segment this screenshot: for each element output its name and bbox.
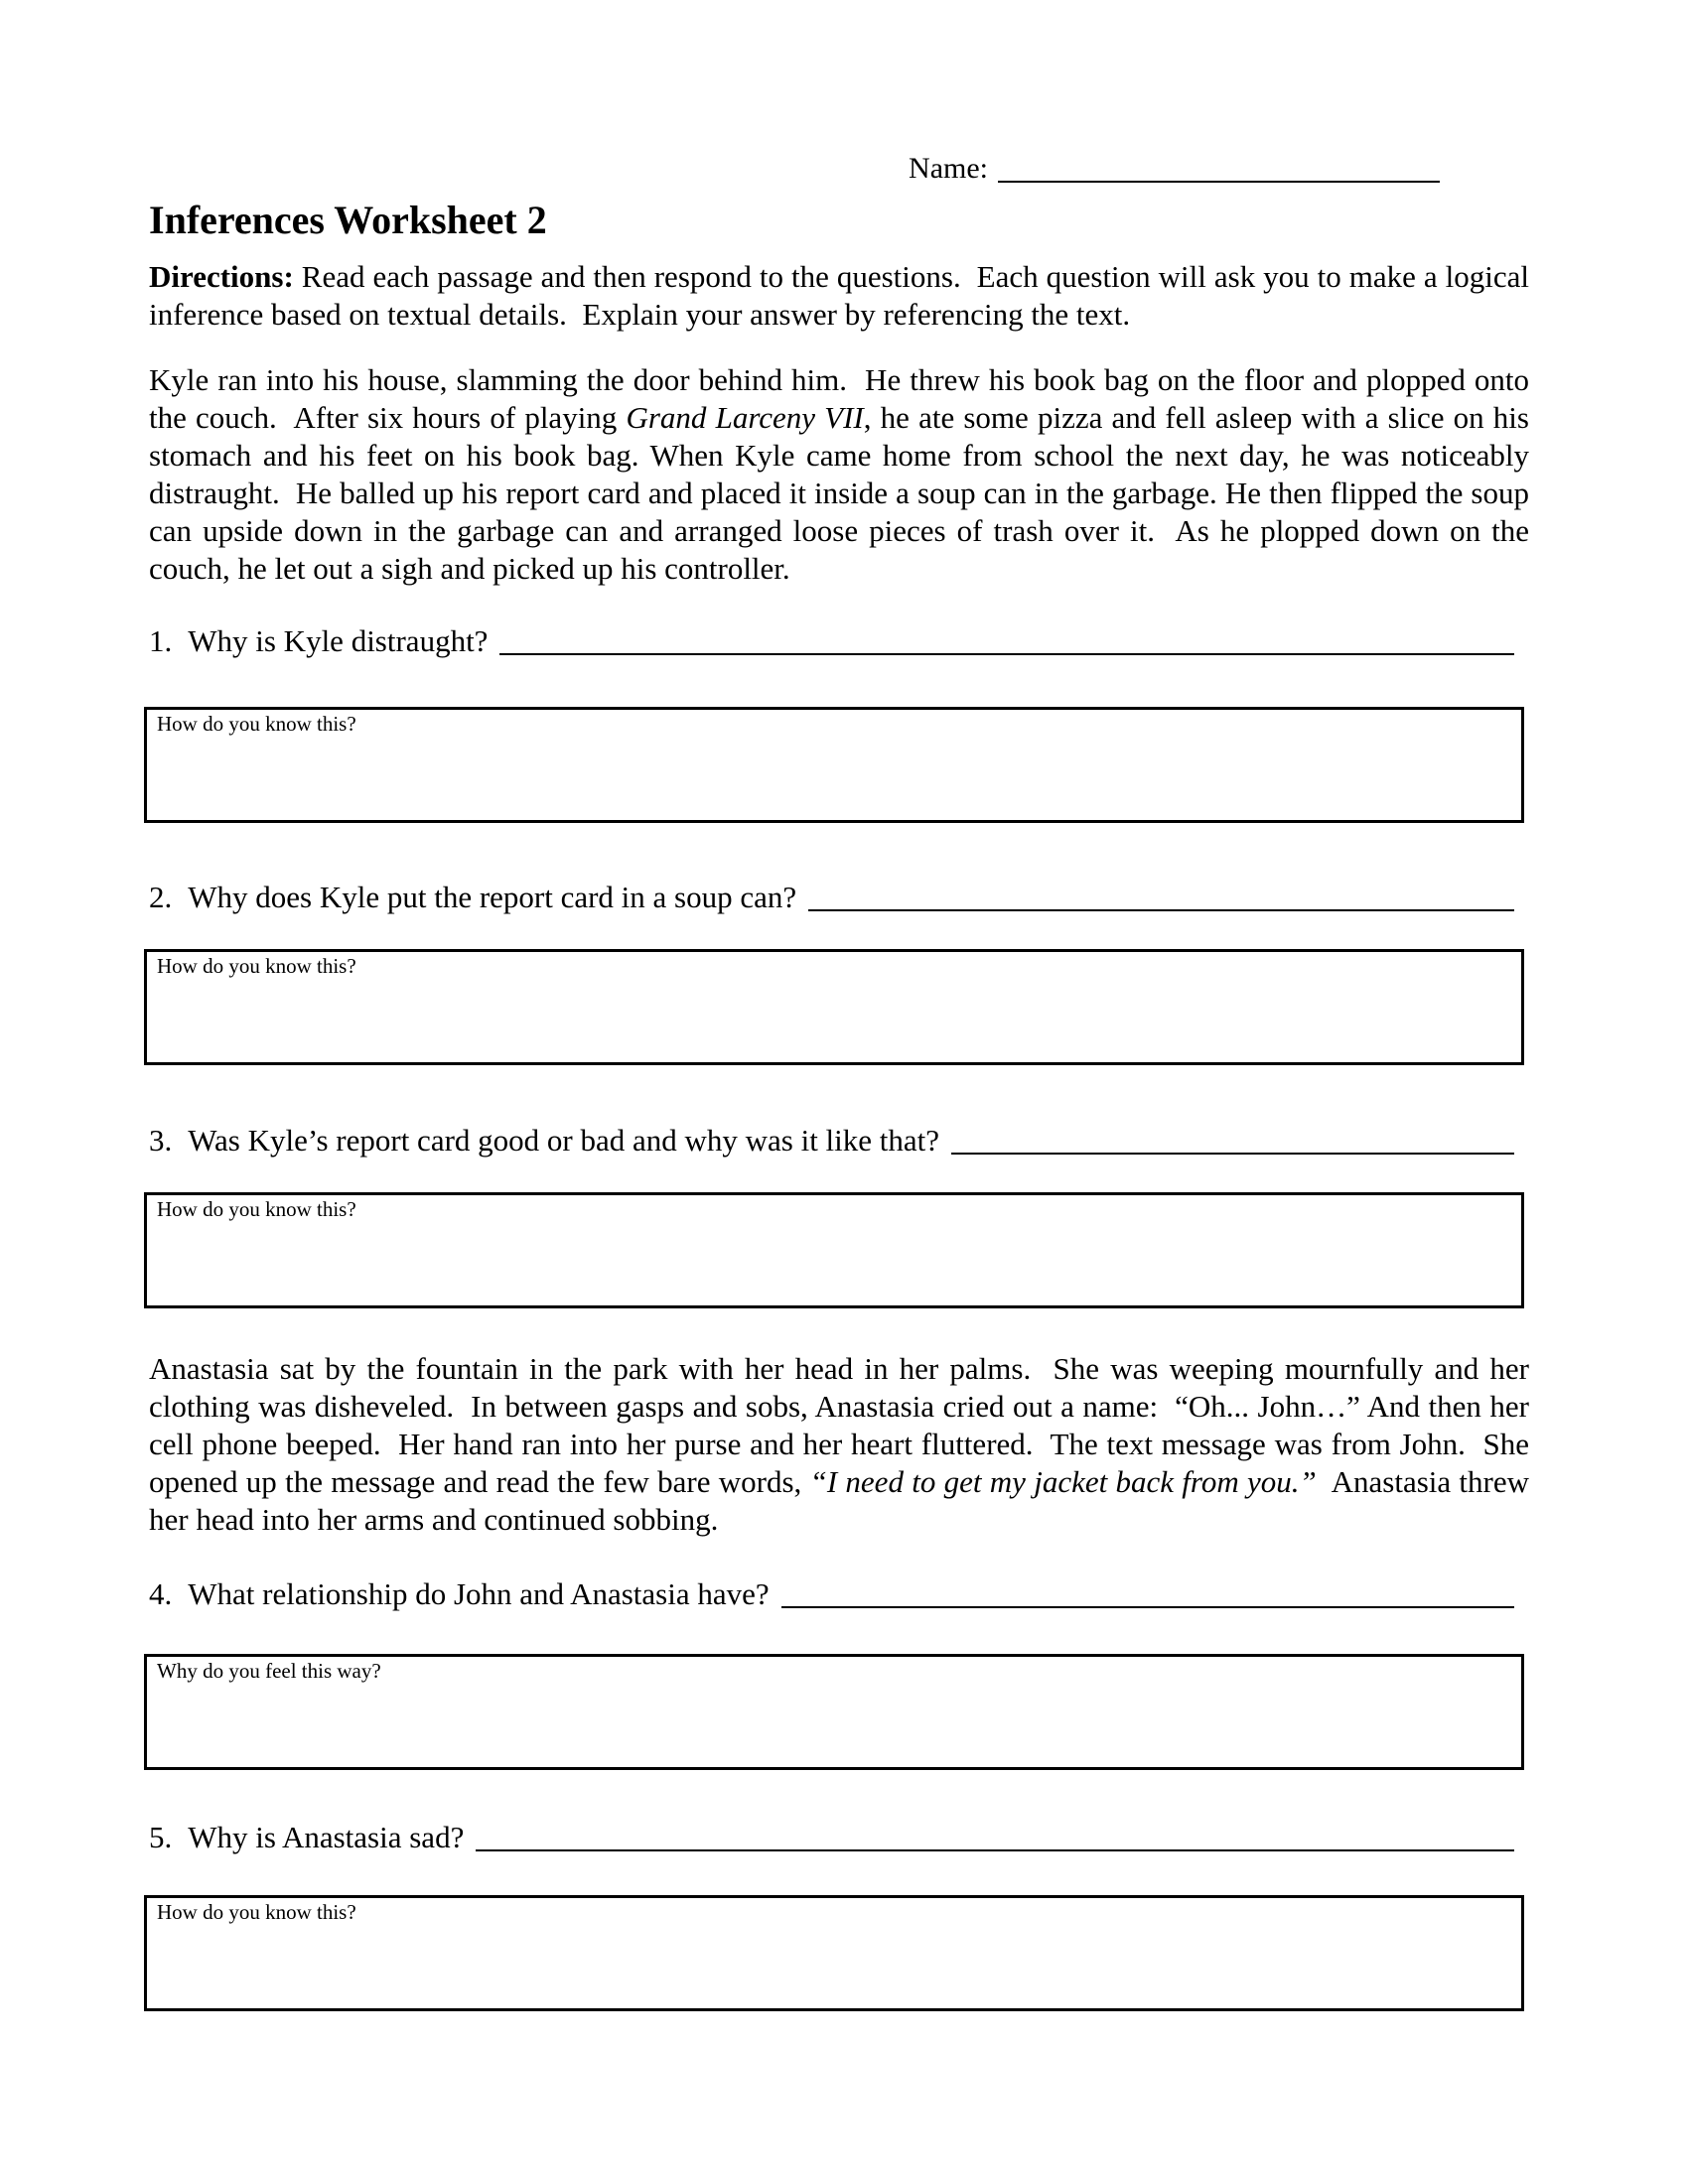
passage-kyle: Kyle ran into his house, slamming the door behind him. He threw his book bag on the floor and plopped onto the couch. After six hours of playing Grand Larceny VII, he ate some pizza and fell asleep with a slice on his stomach and his feet on his book bag. When Kyle came home from school the next day, he was noticeably distraught. He balled up his report card and placed it inside a soup can in the garbage. He then flipped the soup can upside down in the garbage can and arranged loose pieces of trash over it. As he plopped down on the couch, he let out a sigh and picked up his controller. [149, 362, 1537, 586]
question-4-number: 4. [149, 1576, 173, 1611]
question-5-text: Why is Anastasia sad? [188, 1820, 465, 1854]
question-2-answer-line[interactable] [808, 909, 1514, 911]
question-3 [149, 1121, 1529, 1160]
question-3-text: Was Kyle’s report card good or bad and why was it like that? [188, 1123, 940, 1158]
question-1-text: Why is Kyle distraught? [188, 623, 489, 658]
question-5-box-label: How do you know this? [157, 1900, 356, 1924]
question-1-answer-line[interactable] [499, 653, 1514, 655]
question-3-box-label: How do you know this? [157, 1197, 356, 1221]
question-4-box-label: Why do you feel this way? [157, 1659, 381, 1683]
page-title: Inferences Worksheet 2 [149, 198, 547, 242]
passage-anastasia: Anastasia sat by the fountain in the park with her head in her palms. She was weeping mournfully and her clothing was disheveled. In between gasps and sobs, Anastasia cried out a name: “Oh... John…” And then her cell phone beeped. Her hand ran into her purse and her heart fluttered. The text message was from John. She opened up the message and read the few bare words, “I need to get my jacket back from you.” Anastasia threw her head into her arms and continued sobbing. [149, 1351, 1537, 1537]
question-2-box-label: How do you know this? [157, 954, 356, 978]
question-5 [149, 1818, 1529, 1857]
question-4-answer-box[interactable] [144, 1654, 1524, 1770]
question-3-answer-box[interactable] [144, 1192, 1524, 1308]
name-answer-line[interactable] [998, 181, 1440, 183]
name-label: Name: [909, 152, 988, 185]
question-2 [149, 878, 1529, 917]
question-2-answer-box[interactable] [144, 949, 1524, 1065]
question-3-number: 3. [149, 1123, 173, 1158]
question-1 [149, 621, 1529, 661]
question-2-number: 2. [149, 880, 173, 914]
question-1-number: 1. [149, 623, 173, 658]
question-5-number: 5. [149, 1820, 173, 1854]
question-4 [149, 1574, 1529, 1614]
question-4-text: What relationship do John and Anastasia have? [188, 1576, 770, 1611]
question-3-answer-line[interactable] [951, 1153, 1514, 1155]
question-1-box-label: How do you know this? [157, 712, 356, 736]
question-2-text: Why does Kyle put the report card in a soup can? [188, 880, 797, 914]
question-5-answer-box[interactable] [144, 1895, 1524, 2011]
question-5-answer-line[interactable] [476, 1849, 1514, 1851]
name-field-row [149, 0, 1440, 187]
directions-paragraph: Directions: Read each passage and then respond to the questions. Each question will ask you to make a logical inference based on textual details. Explain your answer by referencing the text. [149, 259, 1537, 332]
question-4-answer-line[interactable] [781, 1606, 1514, 1608]
question-1-answer-box[interactable] [144, 707, 1524, 823]
